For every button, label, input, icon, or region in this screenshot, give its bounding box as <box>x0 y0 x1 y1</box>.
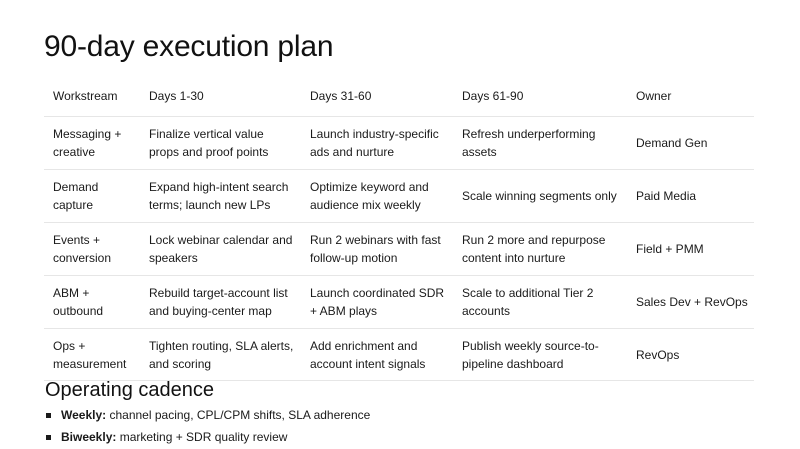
cell-owner: RevOps <box>627 329 754 381</box>
cell-days-1-30: Lock webinar calendar and speakers <box>140 223 301 276</box>
table-row <box>44 276 754 329</box>
cadence-list <box>46 405 370 449</box>
cell-workstream: Demand capture <box>44 170 140 223</box>
cell-days-61-90: Scale winning segments only <box>453 170 627 223</box>
table-row <box>44 329 754 381</box>
cell-days-1-30: Finalize vertical value props and proof points <box>140 117 301 170</box>
cell-days-31-60: Add enrichment and account intent signals <box>301 329 453 381</box>
cadence-item-lead: Weekly: <box>61 408 107 422</box>
header-days-31-60: Days 31-60 <box>301 76 453 117</box>
cell-days-61-90: Refresh underperforming assets <box>453 117 627 170</box>
cell-days-61-90: Run 2 more and repurpose content into nurture <box>453 223 627 276</box>
cell-workstream: Ops + measurement <box>44 329 140 381</box>
slide-title: 90-day execution plan <box>44 30 334 63</box>
cell-days-1-30: Tighten routing, SLA alerts, and scoring <box>140 329 301 381</box>
cell-days-31-60: Optimize keyword and audience mix weekly <box>301 170 453 223</box>
header-row <box>44 76 754 117</box>
execution-plan-table <box>44 76 754 381</box>
cadence-item-text: marketing + SDR quality review <box>116 430 288 444</box>
cell-days-31-60: Run 2 webinars with fast follow-up motion <box>301 223 453 276</box>
operating-cadence-heading: Operating cadence <box>45 379 215 401</box>
cadence-item-text: channel pacing, CPL/CPM shifts, SLA adherence <box>106 408 371 422</box>
table-body <box>44 117 754 381</box>
list-item <box>46 405 370 427</box>
table-row <box>44 223 754 276</box>
table-row <box>44 170 754 223</box>
header-owner: Owner <box>627 76 754 117</box>
cell-owner: Field + PMM <box>627 223 754 276</box>
square-bullet-icon <box>46 413 51 418</box>
header-days-61-90: Days 61-90 <box>453 76 627 117</box>
header-days-1-30: Days 1-30 <box>140 76 301 117</box>
cell-days-61-90: Scale to additional Tier 2 accounts <box>453 276 627 329</box>
cell-owner: Paid Media <box>627 170 754 223</box>
cell-days-1-30: Rebuild target-account list and buying-center map <box>140 276 301 329</box>
table-row <box>44 117 754 170</box>
cell-days-61-90: Publish weekly source-to-pipeline dashboard <box>453 329 627 381</box>
cell-workstream: Messaging + creative <box>44 117 140 170</box>
header-workstream: Workstream <box>44 76 140 117</box>
table-header <box>44 76 754 117</box>
cell-workstream: Events + conversion <box>44 223 140 276</box>
cell-days-31-60: Launch coordinated SDR + ABM plays <box>301 276 453 329</box>
cell-days-31-60: Launch industry-specific ads and nurture <box>301 117 453 170</box>
cadence-item-lead: Biweekly: <box>61 430 117 444</box>
list-item <box>46 427 370 449</box>
cell-workstream: ABM + outbound <box>44 276 140 329</box>
cell-owner: Sales Dev + RevOps <box>627 276 754 329</box>
cell-owner: Demand Gen <box>627 117 754 170</box>
square-bullet-icon <box>46 435 51 440</box>
cell-days-1-30: Expand high-intent search terms; launch new LPs <box>140 170 301 223</box>
